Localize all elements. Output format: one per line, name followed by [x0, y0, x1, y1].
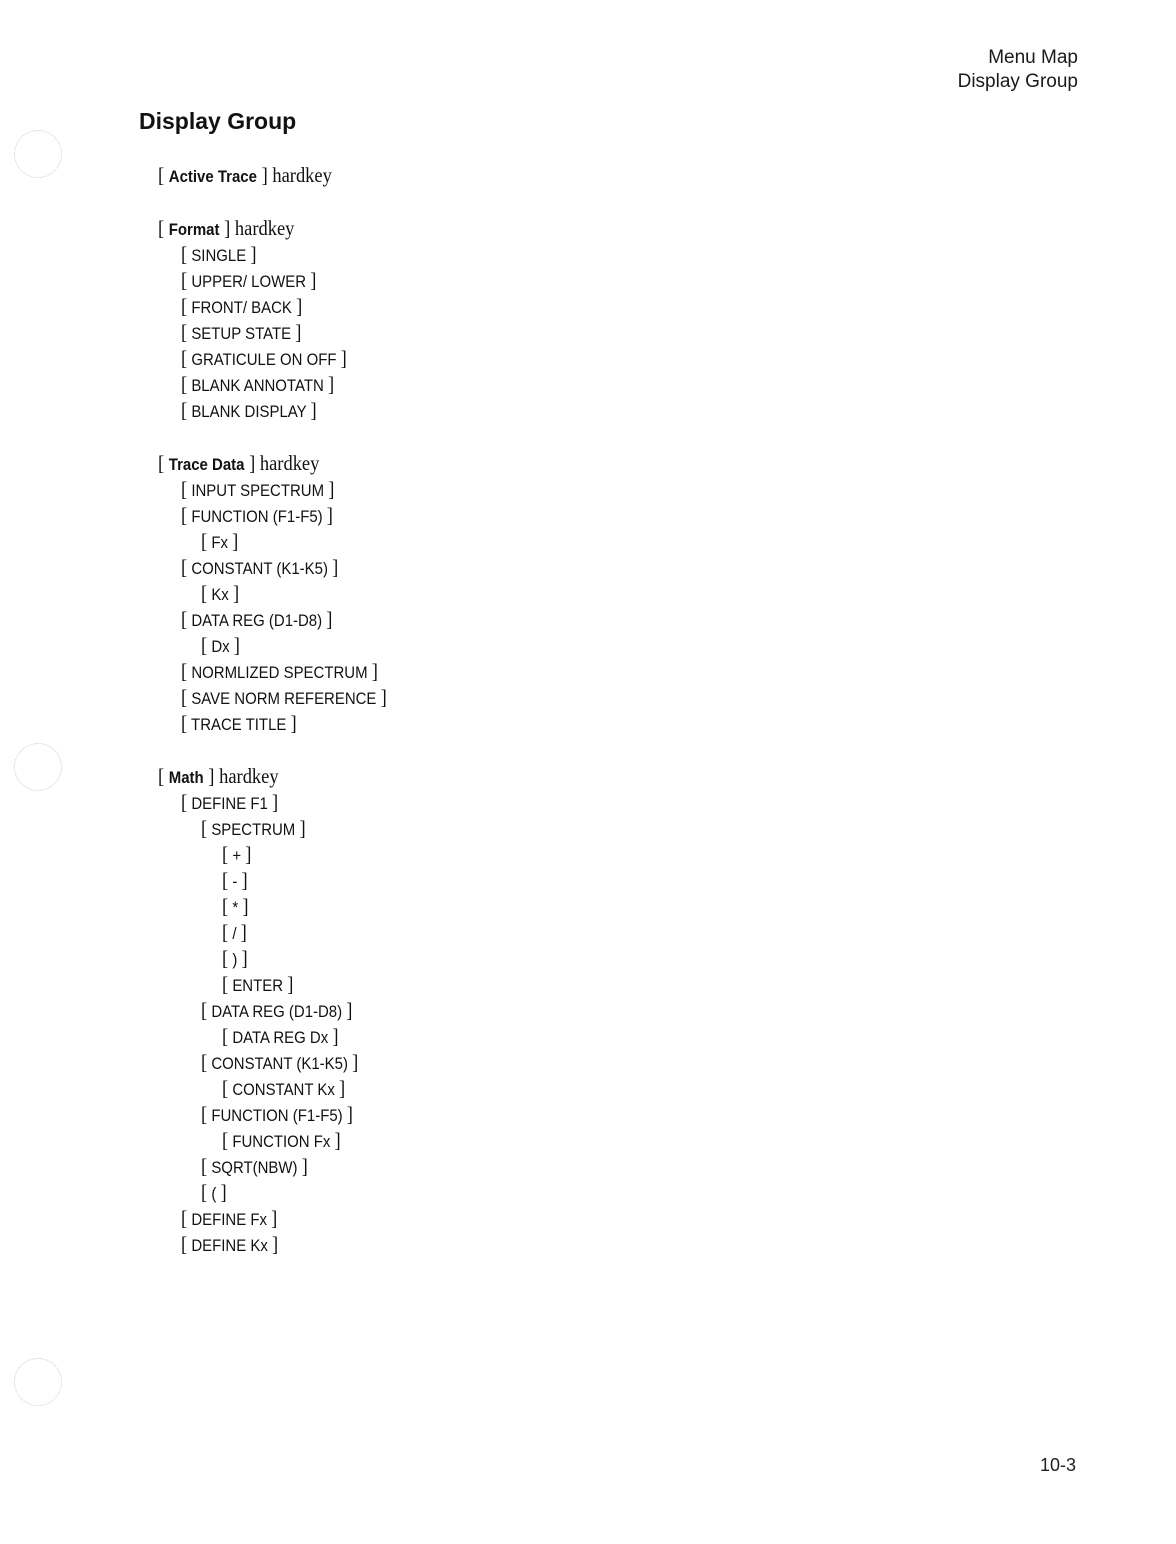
softkey-setup-state — [181, 319, 387, 345]
softkey-label: ENTER — [232, 976, 284, 995]
softkey-symbol — [222, 945, 392, 971]
softkey-label: ) — [232, 950, 238, 969]
bracket-open: [ — [201, 1180, 208, 1204]
bracket-close: ] — [332, 555, 339, 579]
bracket-close: ] — [380, 685, 387, 709]
bracket-open: [ — [201, 816, 208, 840]
softkey-blank-annotatn — [181, 371, 387, 397]
bracket-close: ] — [242, 894, 249, 918]
softkey-data-reg-dx — [222, 1023, 392, 1049]
bracket-close: ] — [332, 1024, 339, 1048]
bracket-open: [ — [181, 1232, 188, 1256]
bracket-open: [ — [222, 972, 229, 996]
softkey-label: CONSTANT (K1-K5) — [191, 559, 328, 578]
softkey-symbol — [222, 867, 392, 893]
softkey-constant-k1-k5 — [181, 554, 387, 580]
bracket-close: ] — [299, 816, 306, 840]
softkey-label: SINGLE — [191, 246, 247, 265]
bracket-close: ] — [250, 242, 257, 266]
softkey-symbol — [222, 919, 392, 945]
softkey-label: BLANK ANNOTATN — [191, 376, 324, 395]
softkey-label: Fx — [211, 533, 228, 552]
bracket-close: ] — [346, 1102, 353, 1126]
softkey-label: ( — [211, 1184, 217, 1203]
hardkey-row-format — [158, 215, 384, 241]
group-spacer — [158, 423, 415, 450]
softkey-label: CONSTANT Kx — [232, 1080, 335, 1099]
bracket-close: ] — [219, 216, 235, 240]
bracket-open: [ — [222, 868, 229, 892]
softkey-normlized-spectrum — [181, 658, 387, 684]
bracket-close: ] — [334, 1128, 341, 1152]
softkey-define-f1 — [181, 789, 387, 815]
menu-tree — [158, 162, 415, 1257]
bracket-open: [ — [181, 607, 188, 631]
bracket-close: ] — [232, 581, 240, 605]
softkey-upper-lower — [181, 267, 387, 293]
bracket-open: [ — [222, 1128, 229, 1152]
bracket-close: ] — [326, 503, 333, 527]
bracket-close: ] — [241, 868, 248, 892]
bracket-close: ] — [290, 711, 297, 735]
bracket-open: [ — [181, 320, 188, 344]
bracket-close: ] — [240, 920, 247, 944]
bracket-open: [ — [201, 1154, 208, 1178]
bracket-close: ] — [244, 451, 260, 475]
bracket-close: ] — [328, 477, 335, 501]
bracket-open: [ — [181, 1206, 188, 1230]
bracket-open: [ — [201, 529, 208, 553]
group-spacer — [158, 736, 415, 763]
bracket-close: ] — [310, 398, 317, 422]
bracket-close: ] — [287, 972, 294, 996]
softkey-label: BLANK DISPLAY — [191, 402, 307, 421]
softkey-label: FUNCTION Fx — [232, 1132, 331, 1151]
bracket-close: ] — [340, 346, 347, 370]
bracket-close: ] — [352, 1050, 359, 1074]
group-spacer — [158, 188, 415, 215]
softkey-label: DATA REG (D1-D8) — [211, 1002, 343, 1021]
softkey-label: INPUT SPECTRUM — [191, 481, 325, 500]
softkey-data-reg-d1-d8 — [201, 997, 389, 1023]
bracket-open: [ — [222, 1076, 229, 1100]
bracket-close: ] — [310, 268, 317, 292]
bracket-open: [ — [181, 398, 188, 422]
bracket-open: [ — [201, 1050, 208, 1074]
bracket-open: [ — [181, 372, 188, 396]
bracket-open: [ — [181, 268, 188, 292]
softkey-label: DATA REG Dx — [232, 1028, 329, 1047]
softkey-sqrt-nbw — [201, 1153, 389, 1179]
bracket-open: [ — [222, 946, 229, 970]
softkey-label: SAVE NORM REFERENCE — [191, 689, 377, 708]
bracket-open: [ — [222, 920, 229, 944]
bracket-open: [ — [181, 790, 188, 814]
softkey-label: NORMLIZED SPECTRUM — [191, 663, 368, 682]
softkey-label: SPECTRUM — [211, 820, 296, 839]
softkey-label: DATA REG (D1-D8) — [191, 611, 323, 630]
softkey-label: / — [232, 924, 237, 943]
softkey-label: CONSTANT (K1-K5) — [211, 1054, 348, 1073]
bracket-open: [ — [181, 685, 188, 709]
softkey-label: * — [232, 898, 239, 917]
bracket-close: ] — [301, 1154, 308, 1178]
softkey-single — [181, 241, 387, 267]
softkey-function-f1-f5 — [201, 1101, 389, 1127]
hardkey-label: Format — [168, 220, 220, 239]
softkey-constant-k1-k5 — [201, 1049, 389, 1075]
softkey-front-back — [181, 293, 387, 319]
bracket-close: ] — [371, 659, 378, 683]
hardkey-row-active-trace — [158, 162, 384, 188]
softkey-label: Kx — [211, 585, 229, 604]
punch-hole-bottom — [14, 1358, 62, 1406]
softkey-label: Dx — [211, 637, 230, 656]
softkey-label: SETUP STATE — [191, 324, 292, 343]
bracket-close: ] — [326, 607, 333, 631]
softkey-label: FUNCTION (F1-F5) — [211, 1106, 343, 1125]
softkey-graticule-on-off — [181, 345, 387, 371]
page-title: Display Group — [139, 108, 297, 134]
bracket-close: ] — [271, 1232, 279, 1256]
bracket-close: ] — [232, 529, 239, 553]
bracket-open: [ — [181, 346, 188, 370]
softkey-kx — [201, 580, 389, 606]
bracket-open: [ — [222, 894, 229, 918]
softkey-dx — [201, 632, 389, 658]
softkey-trace-title — [181, 710, 387, 736]
softkey-define-fx — [181, 1205, 387, 1231]
softkey-constant-kx — [222, 1075, 392, 1101]
hardkey-label: Active Trace — [168, 167, 257, 186]
softkey-data-reg-d1-d8 — [181, 606, 387, 632]
bracket-open: [ — [181, 555, 188, 579]
softkey-label: TRACE TITLE — [191, 715, 287, 734]
bracket-close: ] — [233, 633, 240, 657]
header-line-1: Menu Map — [988, 47, 1078, 68]
softkey-symbol — [201, 1179, 389, 1205]
softkey-symbol — [222, 841, 392, 867]
bracket-close: ] — [339, 1076, 346, 1100]
softkey-label: UPPER/ LOWER — [191, 272, 307, 291]
bracket-close: ] — [271, 1206, 278, 1230]
softkey-label: FUNCTION (F1-F5) — [191, 507, 323, 526]
hardkey-suffix: hardkey — [272, 163, 332, 187]
bracket-close: ] — [203, 764, 220, 788]
bracket-close: ] — [241, 946, 248, 970]
bracket-close: ] — [271, 790, 279, 814]
bracket-open: [ — [158, 216, 169, 240]
hardkey-suffix: hardkey — [259, 451, 320, 475]
bracket-close: ] — [245, 842, 252, 866]
hardkey-suffix: hardkey — [234, 216, 295, 240]
hardkey-label: Trace Data — [168, 455, 245, 474]
softkey-define-kx — [181, 1231, 387, 1257]
softkey-label: DEFINE Fx — [191, 1210, 267, 1229]
bracket-open: [ — [181, 711, 188, 735]
softkey-label: - — [232, 872, 238, 891]
softkey-save-norm-reference — [181, 684, 387, 710]
bracket-open: [ — [222, 1024, 229, 1048]
bracket-open: [ — [201, 581, 208, 605]
softkey-function-f1-f5 — [181, 502, 387, 528]
punch-hole-top — [14, 130, 62, 178]
bracket-open: [ — [158, 163, 169, 187]
bracket-open: [ — [201, 998, 208, 1022]
hardkey-row-math — [158, 763, 384, 789]
softkey-label: DEFINE Kx — [191, 1236, 268, 1255]
softkey-input-spectrum — [181, 476, 387, 502]
softkey-enter — [222, 971, 392, 997]
softkey-blank-display — [181, 397, 387, 423]
softkey-function-fx — [222, 1127, 392, 1153]
hardkey-row-trace-data — [158, 450, 384, 476]
hardkey-suffix: hardkey — [219, 764, 279, 788]
bracket-open: [ — [222, 842, 229, 866]
bracket-close: ] — [256, 163, 273, 187]
bracket-open: [ — [181, 503, 188, 527]
bracket-open: [ — [201, 1102, 208, 1126]
softkey-label: SQRT(NBW) — [211, 1158, 298, 1177]
page-number: 10-3 — [1039, 1455, 1076, 1475]
bracket-close: ] — [220, 1180, 227, 1204]
bracket-open: [ — [201, 633, 208, 657]
bracket-close: ] — [295, 320, 302, 344]
hardkey-label: Math — [168, 768, 204, 787]
softkey-label: DEFINE F1 — [191, 794, 268, 813]
running-header — [958, 46, 1078, 94]
softkey-symbol — [222, 893, 392, 919]
bracket-open: [ — [181, 294, 188, 318]
bracket-close: ] — [327, 372, 335, 396]
punch-hole-middle — [14, 743, 62, 791]
bracket-close: ] — [296, 294, 303, 318]
softkey-label: GRATICULE ON OFF — [191, 350, 337, 369]
bracket-open: [ — [158, 451, 169, 475]
softkey-label: FRONT/ BACK — [191, 298, 292, 317]
softkey-spectrum — [201, 815, 389, 841]
softkey-fx — [201, 528, 389, 554]
bracket-open: [ — [181, 242, 188, 266]
bracket-close: ] — [346, 998, 353, 1022]
bracket-open: [ — [181, 659, 188, 683]
bracket-open: [ — [158, 764, 169, 788]
softkey-label: + — [232, 846, 242, 865]
header-line-2: Display Group — [957, 71, 1078, 92]
bracket-open: [ — [181, 477, 188, 501]
